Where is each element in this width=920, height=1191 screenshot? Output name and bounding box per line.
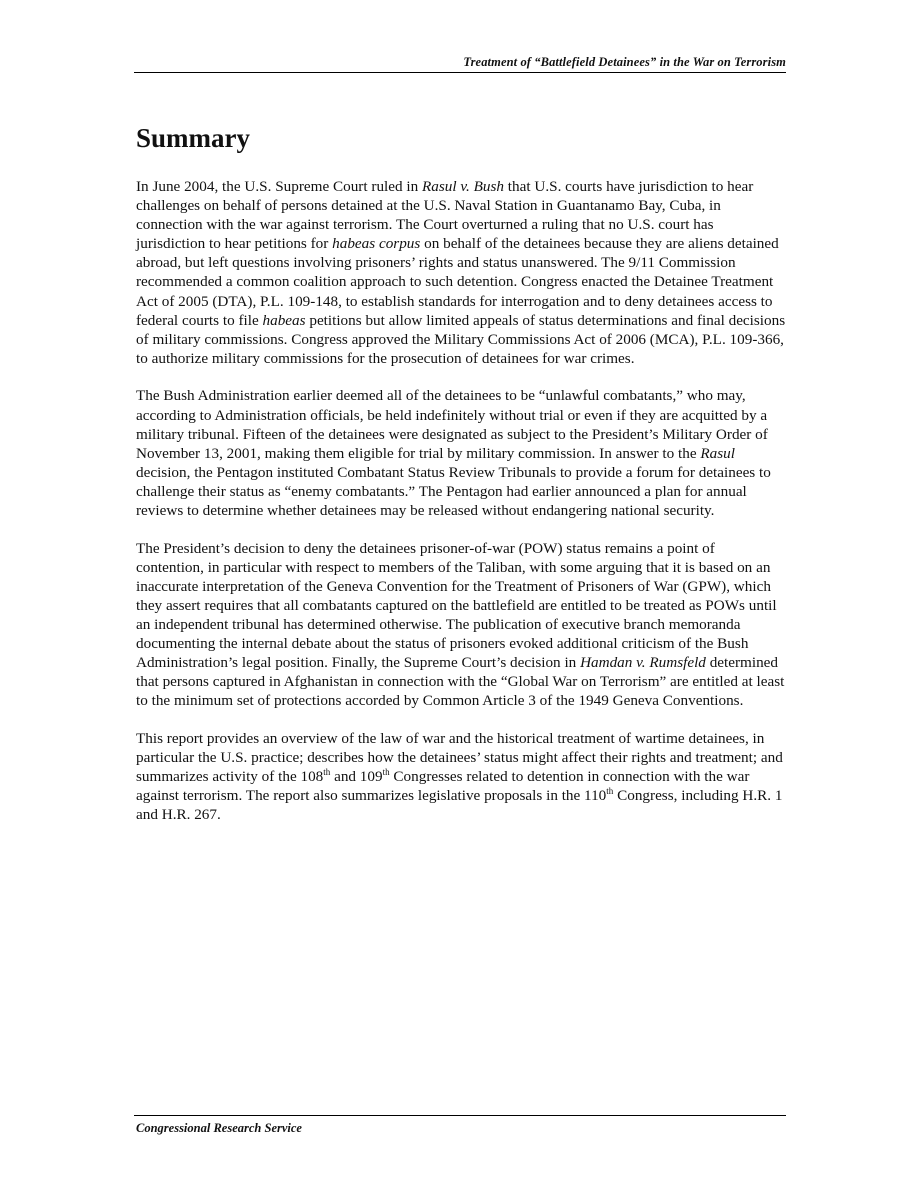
paragraph	[136, 177, 786, 368]
text-run: This report provides an overview of the law of war and the historical treatment of wartime detainees, in particular the U.S. practice; describes how the detainees’ status might affect their rights and treatment; and summarizes activity of the 108	[136, 729, 783, 786]
text-run: Congress, including H.R. 1 and H.R. 267.	[136, 787, 783, 824]
text-run: The President’s decision to deny the detainees prisoner-of-war (POW) status remains a point of contention, in particular with respect to members of the Taliban, with some arguing that it is based on an inaccurate interpretation of the Geneva Convention for the Treatment of Prisoners of War (GPW), which they assert requires that all combatants captured on the battlefield are entitled to be treated as POWs until an independent tribunal has determined otherwise. The publication of executive branch memoranda documenting the internal debate about the status of prisoners evoked additional criticism of the Bush Administration’s legal position. Finally, the Supreme Court’s decision in	[136, 539, 777, 672]
italic-text: Rasul	[700, 444, 735, 462]
paragraph	[136, 386, 786, 520]
summary-body	[136, 177, 786, 843]
footer-organization: Congressional Research Service	[136, 1121, 302, 1135]
text-run: on behalf of the detainees because they are aliens detained abroad, but left questions involving prisoners’ rights and status unanswered. The 9/11 Commission recommended a common coalition approach to such detention. Congress enacted the Detainee Treatment Act of 2005 (DTA), P.L. 109-148, to establish standards for interrogation and to deny detainees access to federal courts to file	[136, 235, 779, 329]
text-run: determined that persons captured in Afghanistan in connection with the “Global War on Terrorism” are entitled at least to the minimum set of protections accorded by Common Article 3 of the 1949 Geneva Conventions.	[136, 654, 785, 710]
text-run: petitions but allow limited appeals of status determinations and final decisions of military commissions. Congress approved the Military Commissions Act of 2006 (MCA), P.L. 109-366, to authorize military commissions for the prosecution of detainees for war crimes.	[136, 311, 786, 367]
text-run: The Bush Administration earlier deemed all of the detainees to be “unlawful combatants,” who may, according to Administration officials, be held indefinitely without trial or even if they are acquitted by a military tribunal. Fifteen of the detainees were designated as subject to the President’s Military Order of November 13, 2001, making them eligible for trial by military commission. In answer to the	[136, 387, 768, 462]
ordinal-suffix: th	[323, 767, 331, 778]
text-run: In June 2004, the U.S. Supreme Court ruled in	[136, 178, 422, 195]
italic-text: Rasul v. Bush	[422, 178, 504, 195]
text-run: and 109	[330, 768, 383, 786]
ordinal-suffix: th	[606, 786, 614, 797]
paragraph	[136, 729, 786, 824]
section-title: Summary	[136, 123, 250, 153]
footer-rule	[134, 1115, 786, 1116]
italic-text: habeas	[262, 311, 306, 329]
italic-text: habeas corpus	[332, 235, 421, 253]
header-rule	[134, 72, 786, 73]
italic-text: Hamdan v. Rumsfeld	[580, 654, 706, 672]
running-header: Treatment of “Battlefield Detainees” in the War on Terrorism	[463, 55, 786, 69]
paragraph	[136, 539, 786, 711]
text-run: Congresses related to detention in connection with the war against terrorism. The report also summarizes legislative proposals in the 110	[136, 768, 750, 805]
ordinal-suffix: th	[382, 767, 390, 778]
text-run: that U.S. courts have jurisdiction to hear challenges on behalf of persons detained at the U.S. Naval Station in Guantanamo Bay, Cuba, in connection with the war against terrorism. The Court overturned a ruling that no U.S. court has jurisdiction to hear petitions for	[136, 178, 754, 253]
text-run: decision, the Pentagon instituted Combatant Status Review Tribunals to provide a forum for detainees to challenge their status as “enemy combatants.” The Pentagon had earlier announced a plan for annual reviews to determine whether detainees may be released without endangering national security.	[136, 463, 771, 519]
